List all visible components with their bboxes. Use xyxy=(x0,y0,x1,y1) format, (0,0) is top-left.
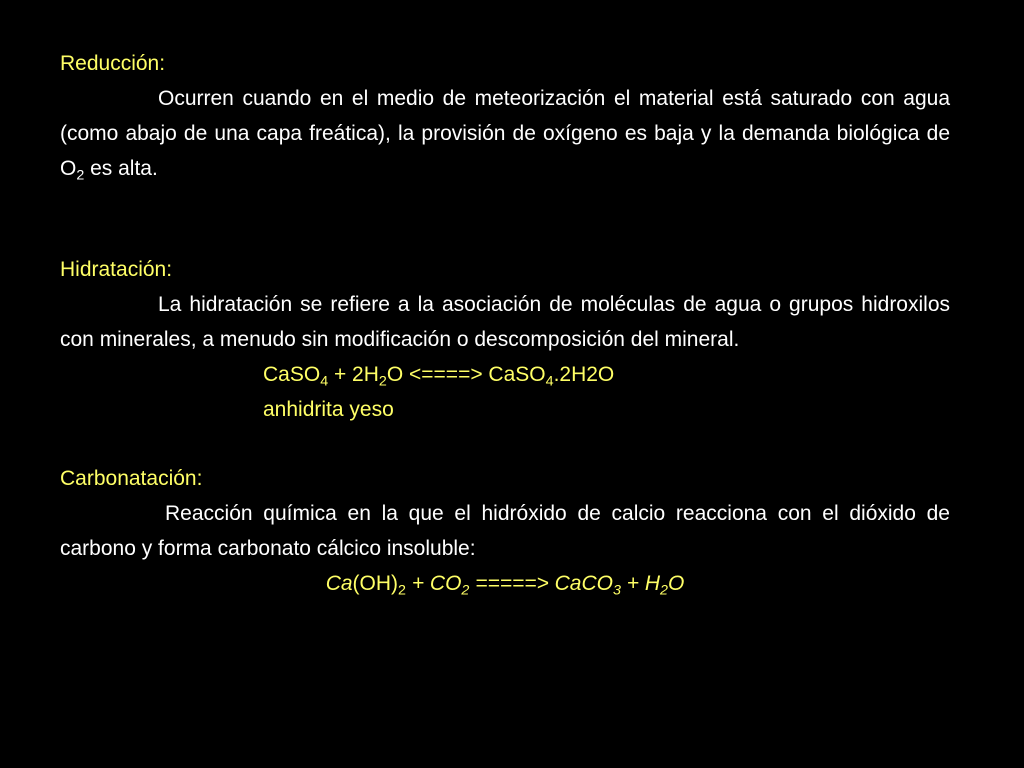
equation-hidratacion xyxy=(60,357,950,392)
eq-text: + CO xyxy=(405,572,462,595)
subscript: 2 xyxy=(660,582,668,599)
paragraph-hidratacion: La hidratación se refiere a la asociación de moléculas de agua o grupos hidroxilos con minerales, a menudo sin modificación o descomposición del mineral. xyxy=(60,293,950,351)
eq-text: + H xyxy=(620,572,661,595)
section-reduccion xyxy=(60,46,950,186)
spacer xyxy=(60,427,950,461)
subscript: 3 xyxy=(612,582,621,599)
subscript: 2 xyxy=(76,167,85,184)
eq-text: (OH) xyxy=(352,572,399,595)
paragraph-reduccion-end: es alta. xyxy=(84,157,158,180)
paragraph-reduccion-text: Ocurren cuando en el medio de meteorización el material está saturado con agua (como abajo de una capa freática), la provisión de oxígeno es baja y la demanda biológica de O xyxy=(60,87,950,180)
paragraph-reduccion xyxy=(60,81,950,186)
equation-carbonatacion xyxy=(60,566,950,601)
eq-text: .2H2O xyxy=(553,363,615,386)
eq-text: Ca xyxy=(325,572,353,595)
eq-text: + 2H xyxy=(328,363,379,386)
eq-text: =====> CaCO xyxy=(469,572,613,595)
subscript: 4 xyxy=(545,373,554,390)
subscript: 2 xyxy=(398,582,406,599)
mineral-labels: anhidrita yeso xyxy=(263,398,394,421)
subscript: 2 xyxy=(461,582,470,599)
slide-content xyxy=(60,46,950,601)
section-hidratacion xyxy=(60,252,950,427)
heading-carbonatacion: Carbonatación: xyxy=(60,467,203,490)
eq-text: O xyxy=(667,572,685,595)
subscript: 4 xyxy=(320,373,329,390)
subscript: 2 xyxy=(378,373,387,390)
eq-text: O <====> CaSO xyxy=(386,363,546,386)
eq-text: CaSO xyxy=(263,363,321,386)
section-carbonatacion xyxy=(60,461,950,601)
spacer xyxy=(60,186,950,252)
heading-hidratacion: Hidratación: xyxy=(60,258,173,281)
paragraph-carbonatacion: Reacción química en la que el hidróxido de calcio reacciona con el dióxido de carbono y forma carbonato cálcico insoluble: xyxy=(60,502,950,560)
heading-reduccion: Reducción: xyxy=(60,52,166,75)
